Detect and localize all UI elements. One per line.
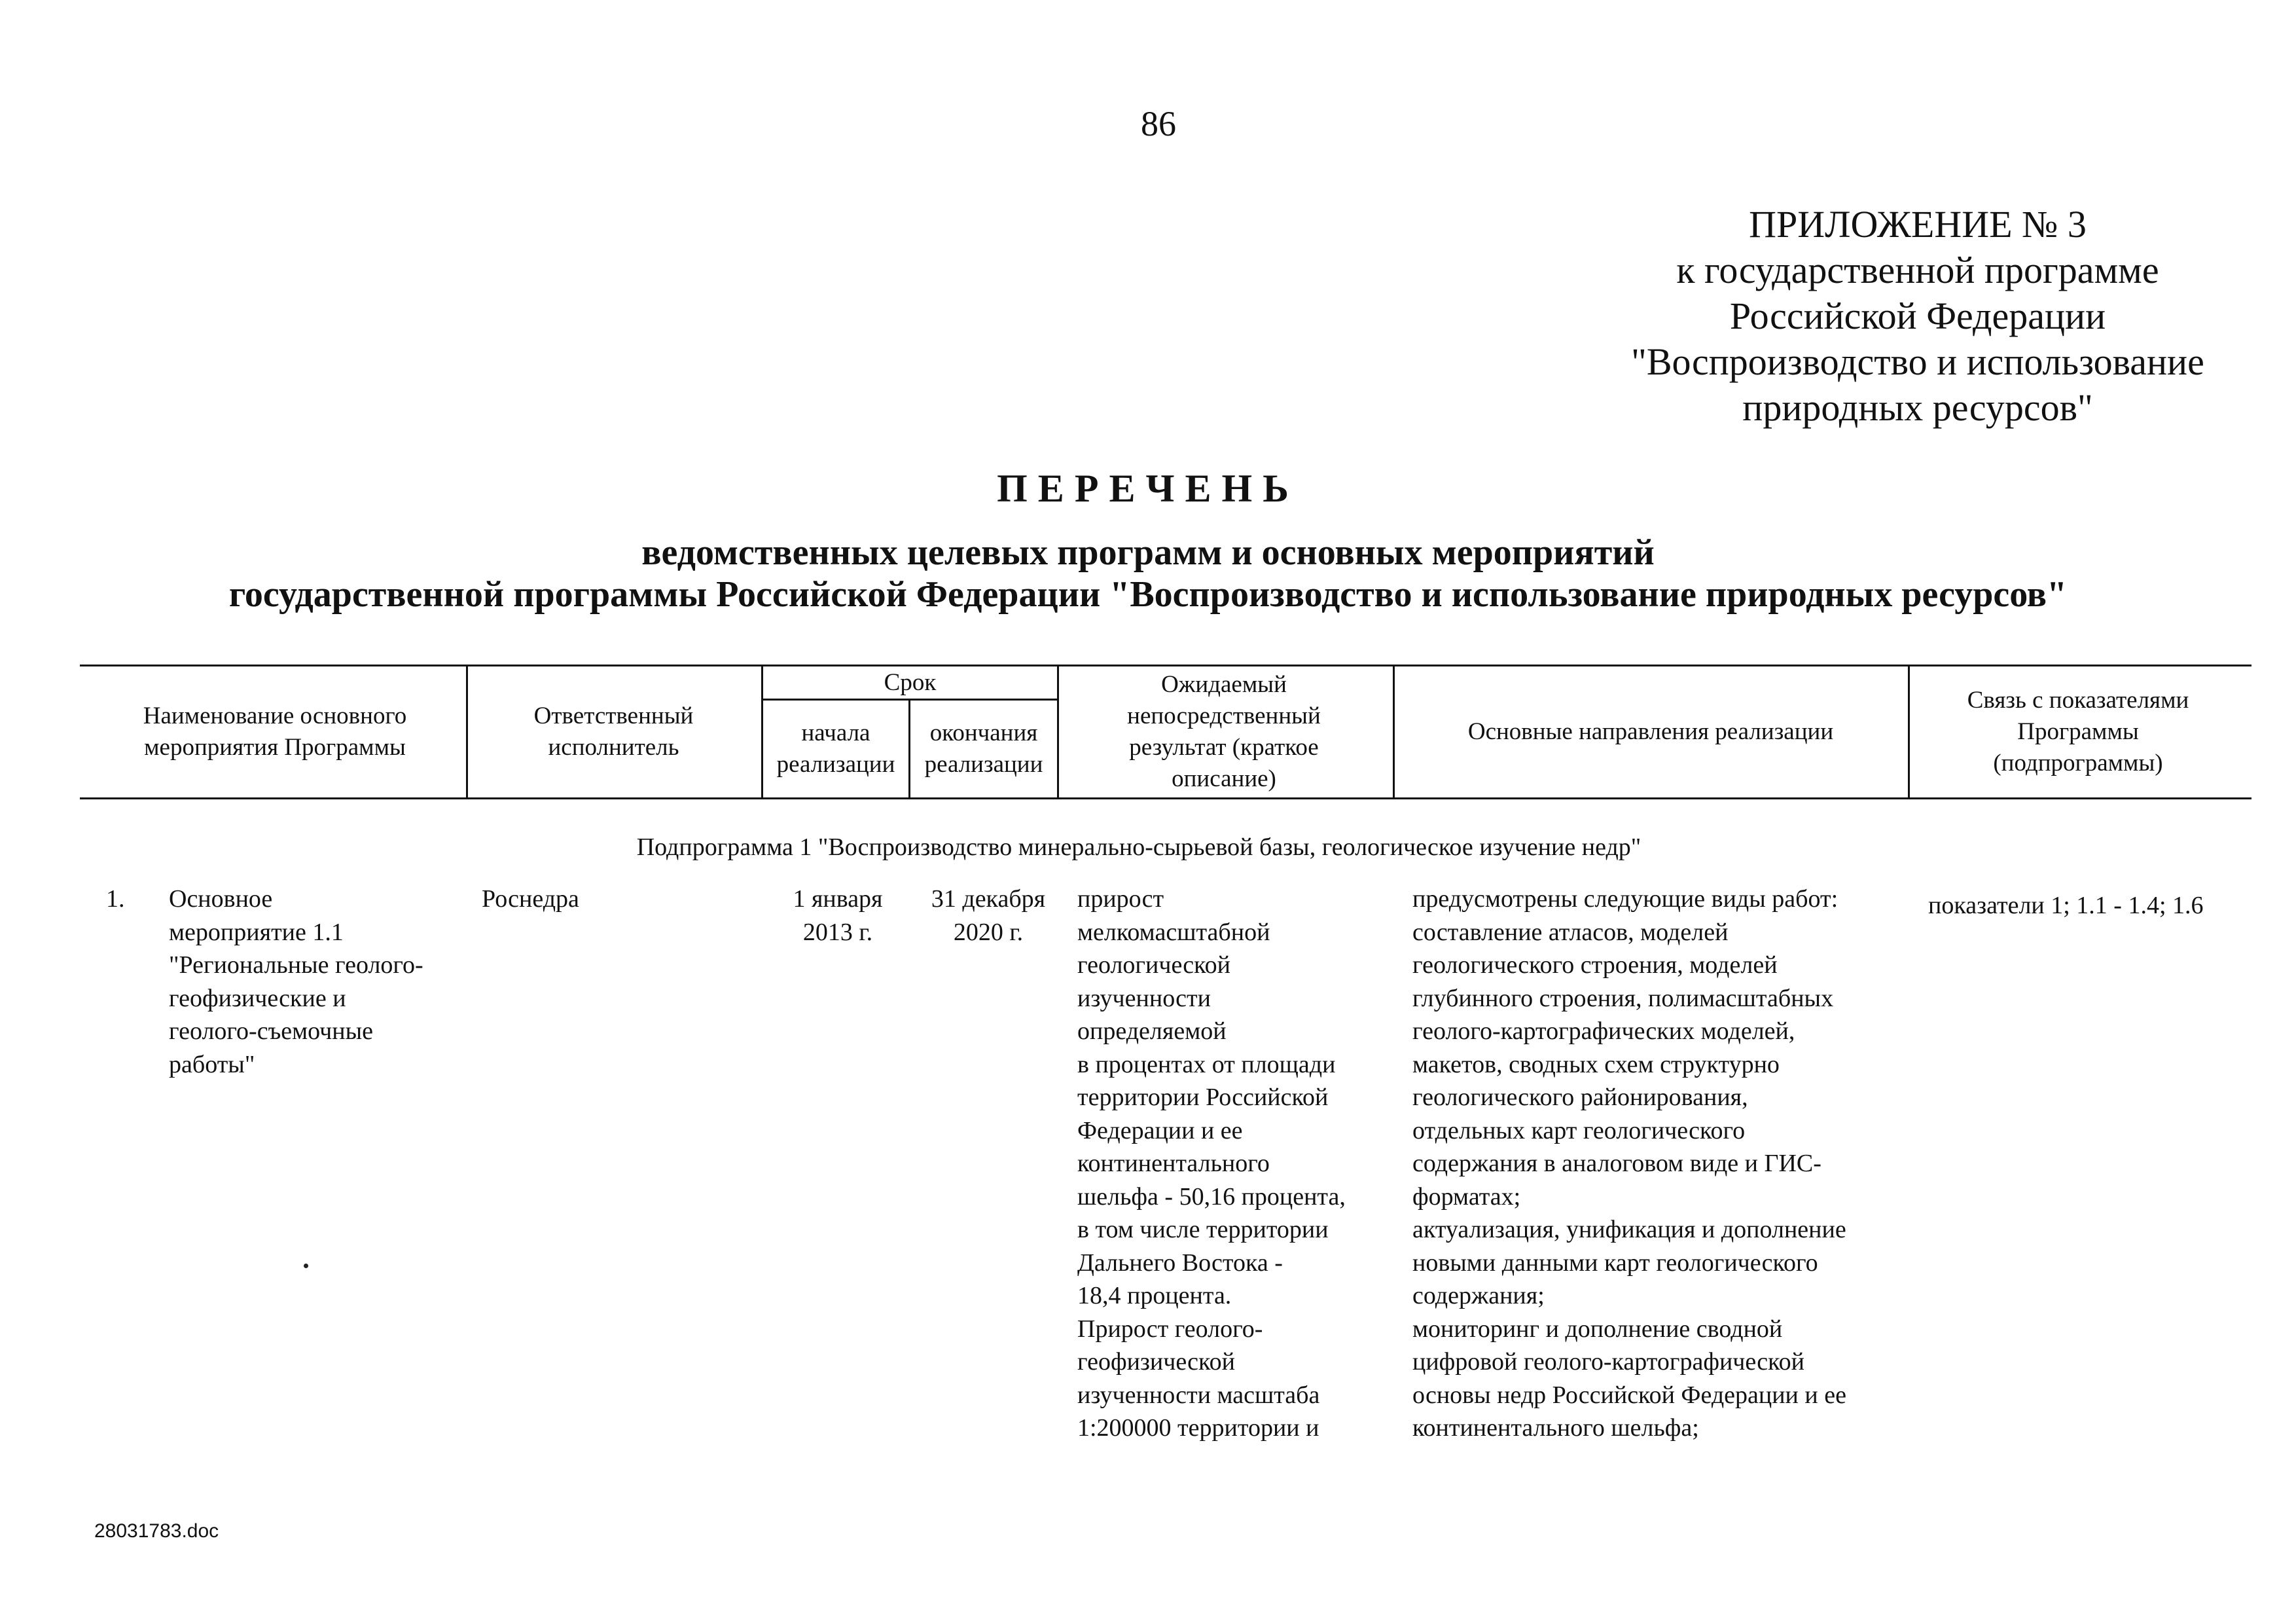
col-divider-1 [466, 665, 468, 797]
row-number: 1. [106, 885, 125, 913]
appendix-line-2: к государственной программе [1676, 249, 2159, 291]
row-end-date: 31 декабря 2020 г. [931, 885, 1046, 946]
col-divider-3 [908, 699, 910, 797]
row-start-date: 1 января 2013 г. [793, 885, 883, 946]
subprogram-title: Подпрограмма 1 "Воспроизводство минерально-сырьевой базы, геологическое изучение недр" [636, 833, 1641, 861]
subtitle-line-1: ведомственных целевых программ и основных мероприятий [641, 532, 1655, 573]
header-name: Наименование основного мероприятия Программы [143, 702, 407, 761]
col-divider-5 [1393, 665, 1395, 797]
appendix-line-4: "Воспроизводство и использование [1631, 340, 2204, 383]
appendix-line-1: ПРИЛОЖЕНИЕ № 3 [1749, 203, 2087, 246]
table-header-bottom-border [80, 797, 2251, 799]
header-indicators: Связь с показателями Программы (подпрограммы) [1967, 687, 2189, 776]
appendix-line-5: природных ресурсов" [1742, 386, 2093, 429]
subtitle-line-2: государственной программы Российской Федерации "Воспроизводство и использование природных ресурсов" [228, 574, 2068, 615]
row-expected-result: прирост мелкомасштабной геологической изученности определяемой в процентах от площади территории Российской Федерации и ее континентального шельфа - 50,16 процента, в том числе территории Дальнего Востока - 18,4 процента. Прирост геолого- геофизической изученности масштаба 1:200000 территории и [1077, 885, 1346, 1442]
header-directions: Основные направления реализации [1467, 718, 1834, 745]
header-result: Ожидаемый непосредственный результат (краткое описание) [1127, 671, 1321, 792]
appendix-line-3: Российской Федерации [1729, 295, 2106, 337]
document-file-id: 28031783.doc [94, 1520, 219, 1542]
header-term-start: начала реализации [776, 720, 895, 778]
row-indicators: показатели 1; 1.1 - 1.4; 1.6 [1928, 892, 2204, 919]
row-name: Основное мероприятие 1.1 "Региональные геолого- геофизические и геолого-съемочные работы" [169, 885, 423, 1078]
header-term: Срок [884, 668, 937, 696]
scan-speck [304, 1264, 308, 1268]
row-executor: Роснедра [482, 885, 579, 913]
col-divider-6 [1908, 665, 1910, 797]
header-executor: Ответственный исполнитель [533, 702, 694, 761]
document-title: ПЕРЕЧЕНЬ [997, 467, 1299, 510]
header-term-end: окончания реализации [924, 720, 1043, 778]
page-number: 86 [1141, 104, 1176, 143]
appendix-block [1584, 202, 2251, 431]
document-subtitle [52, 532, 2244, 615]
row-directions: предусмотрены следующие виды работ: составление атласов, моделей геологического строения, моделей глубинного строения, полимасштабных геолого-картографических моделей, макетов, сводных схем структурно геологического районирования, отдельных карт геологического содержания в аналоговом виде и ГИС- форматах; актуализация, унификация и дополнение новыми данными карт геологического содержания; мониторинг и дополнение сводной цифровой геолого-картографической основы недр Российской Федерации и ее континентального шельфа; [1412, 885, 1846, 1442]
col-divider-4 [1057, 665, 1059, 797]
